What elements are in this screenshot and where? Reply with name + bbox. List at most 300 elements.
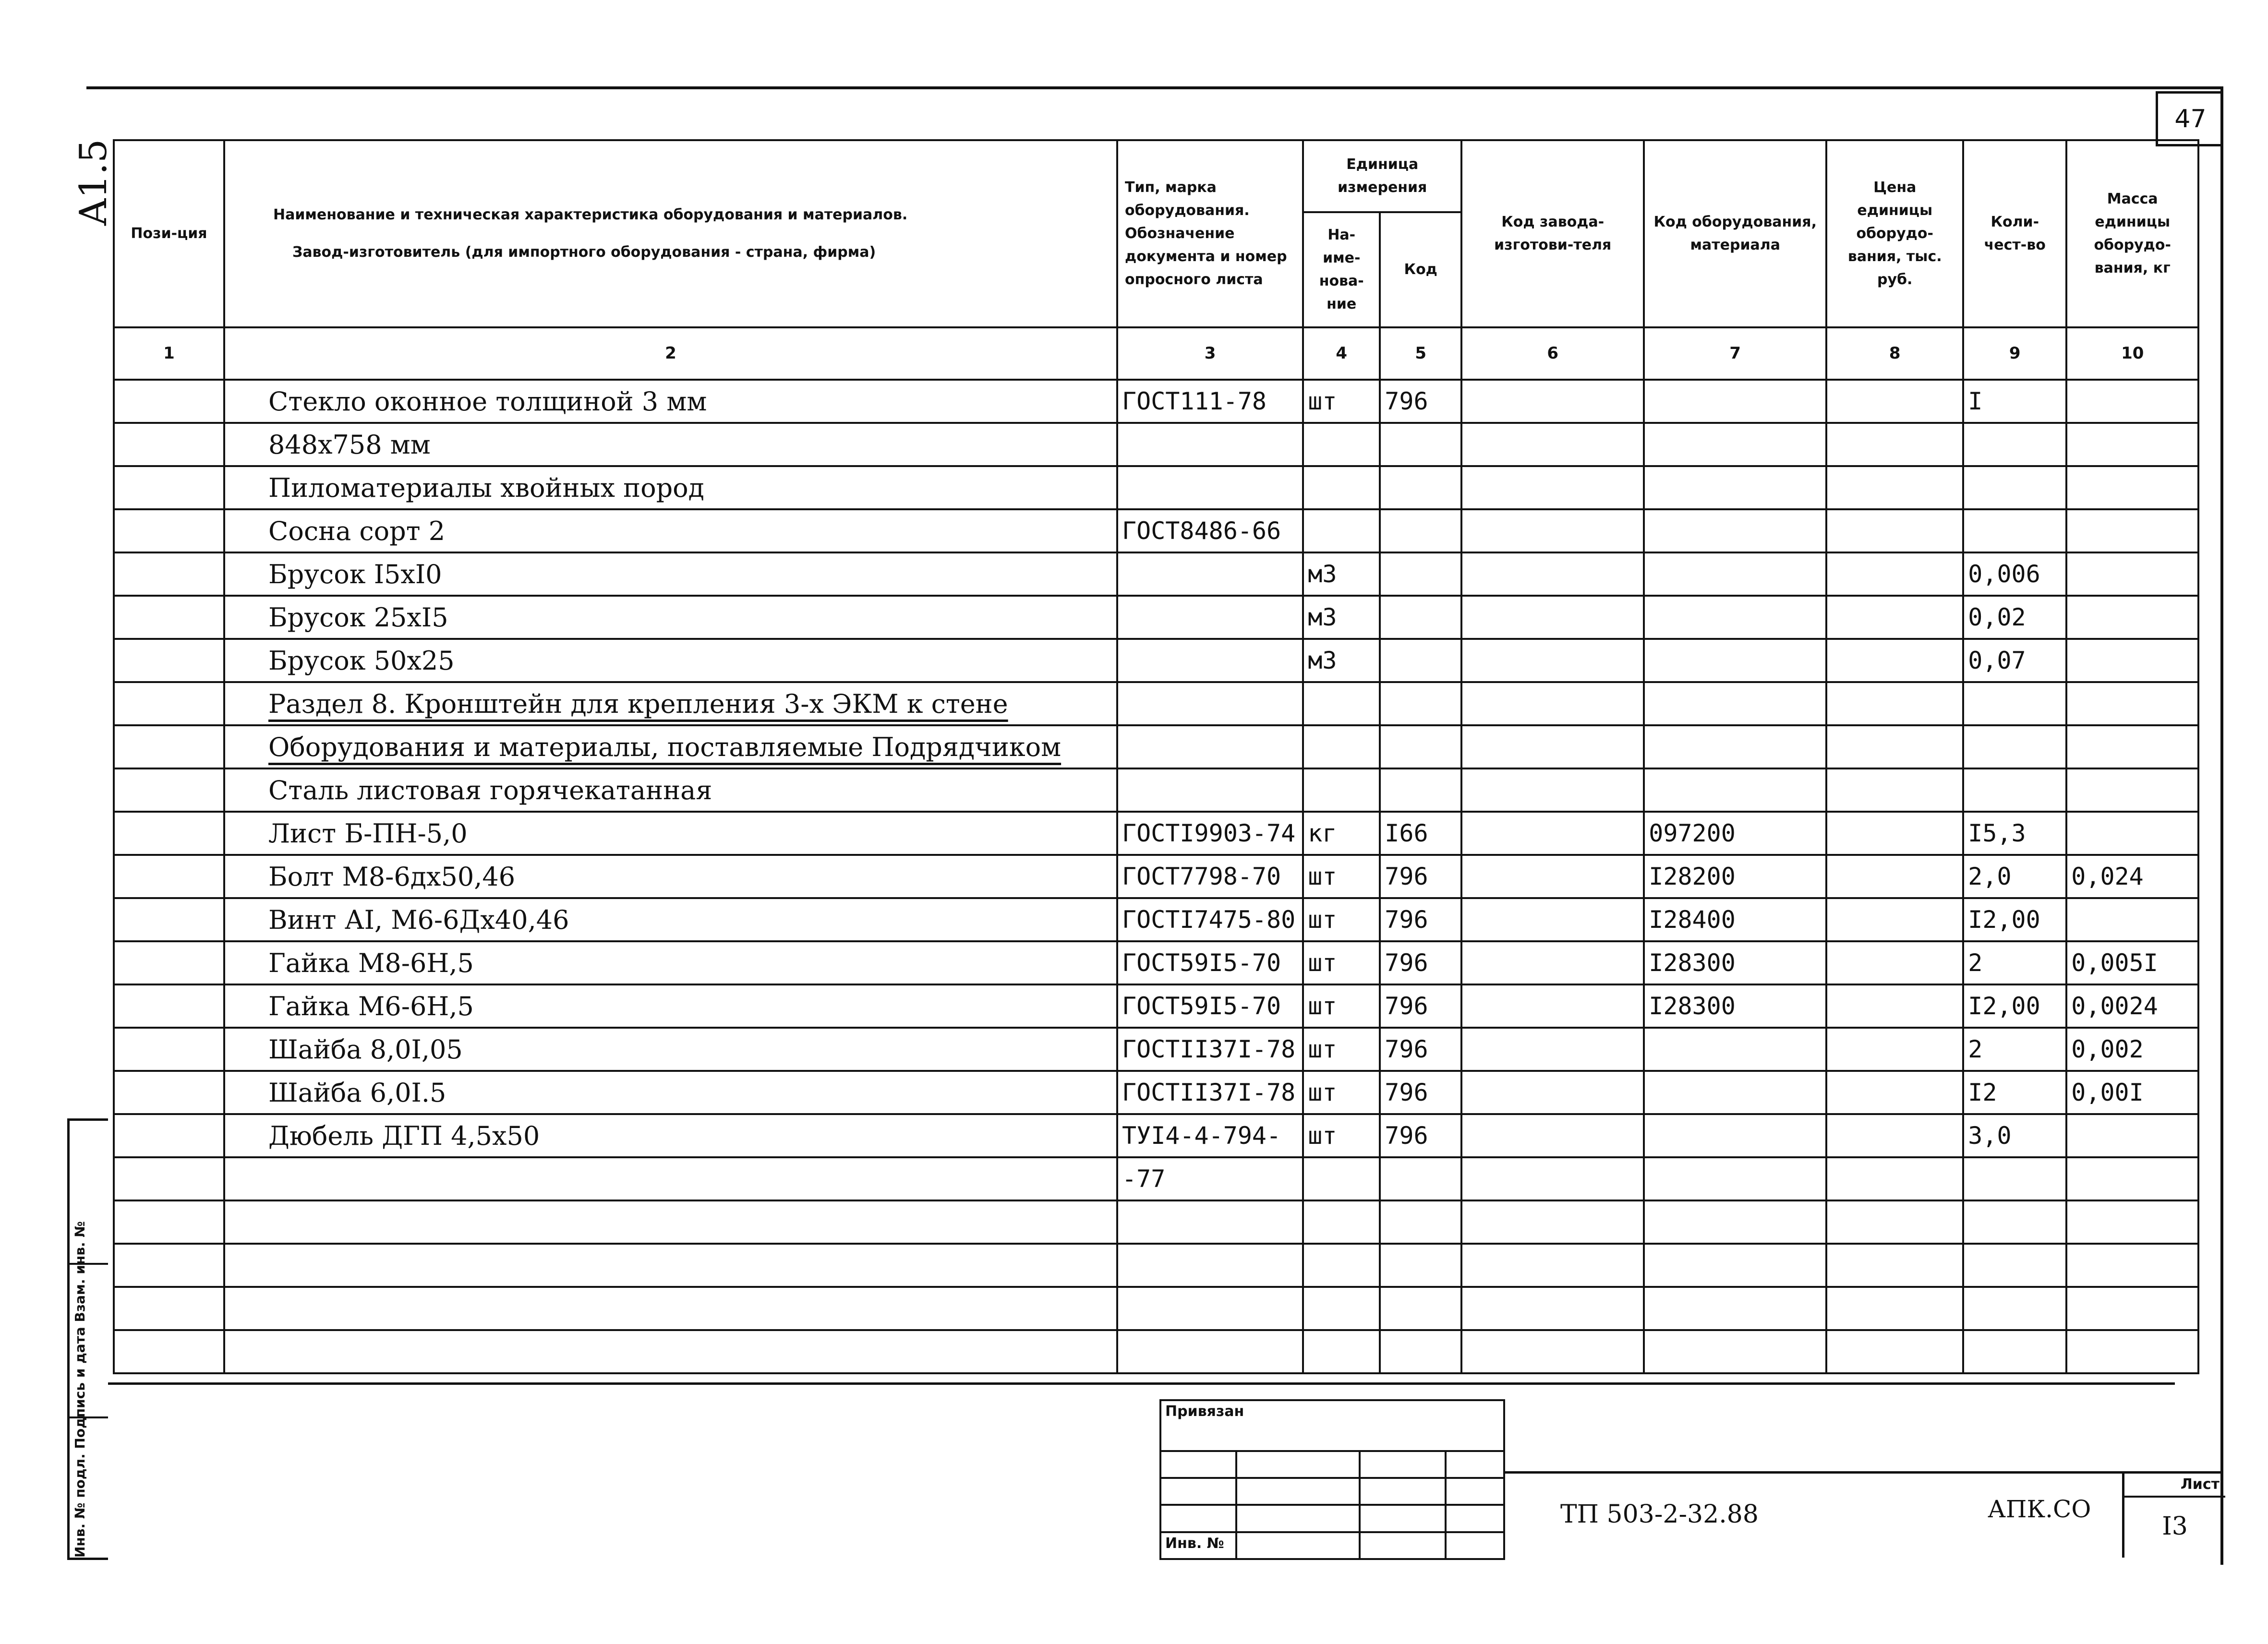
row-material-code [1644,466,1826,509]
row-mass [2066,552,2198,596]
row-price [1826,682,1963,725]
column-number: 1 [114,327,224,380]
table-row [114,682,2198,725]
row-factory-code [1461,552,1644,596]
row-material-code [1644,1244,1826,1287]
row-unit-code [1380,552,1461,596]
row-position [114,898,224,941]
row-name [224,941,1117,984]
row-position [114,682,224,725]
row-material-code [1644,682,1826,725]
row-factory-code [1461,1200,1644,1244]
row-price [1826,812,1963,855]
row-document [1117,1200,1303,1244]
sheet-number-box [2122,1471,2225,1558]
row-quantity: 2 [1963,1028,2066,1071]
row-material-code [1644,423,1826,466]
row-quantity: 0,006 [1963,552,2066,596]
row-mass: 0,024 [2066,855,2198,898]
page-number: 47 [2156,91,2223,146]
row-unit-name: шт [1303,1028,1380,1071]
header-price: Цена единицы оборудо-вания, тыс. руб. [1826,140,1963,327]
row-name [224,984,1117,1028]
row-document: ТУI4-4-794- [1117,1114,1303,1157]
row-document [1117,768,1303,812]
row-document: ГОСТII37I-78 [1117,1028,1303,1071]
row-unit-code [1380,682,1461,725]
sheet-label: A1.5 [72,139,115,226]
row-factory-code [1461,1244,1644,1287]
table-row [114,1071,2198,1114]
row-mass [2066,380,2198,423]
row-document: ГОСТ7798-70 [1117,855,1303,898]
row-material-code: 097200 [1644,812,1826,855]
row-price [1826,984,1963,1028]
row-material-code [1644,1200,1826,1244]
row-unit-name: шт [1303,1071,1380,1114]
row-material-code [1644,1114,1826,1157]
row-material-code [1644,768,1826,812]
header-name [224,140,1117,327]
row-unit-name [1303,1244,1380,1287]
row-unit-name: шт [1303,855,1380,898]
table-row [114,855,2198,898]
row-mass [2066,423,2198,466]
row-position [114,1157,224,1200]
row-quantity: I2,00 [1963,898,2066,941]
row-document: ГОСТ59I5-70 [1117,984,1303,1028]
row-name-text: Оборудования и материалы, поставляемые Подрядчиком [268,732,1062,762]
row-material-code [1644,552,1826,596]
row-name [224,423,1117,466]
row-name [224,682,1117,725]
row-factory-code [1461,423,1644,466]
right-border-line [2220,86,2223,1565]
row-quantity: 2 [1963,941,2066,984]
row-unit-code: 796 [1380,1028,1461,1071]
row-unit-code: 796 [1380,380,1461,423]
row-document: -77 [1117,1157,1303,1200]
row-unit-code [1380,725,1461,768]
top-border-line [86,86,2223,89]
header-unit-name: На-име-нова-ние [1303,212,1380,327]
row-price [1826,552,1963,596]
row-position [114,380,224,423]
row-name-text: Сосна сорт 2 [268,516,446,546]
row-price [1826,1028,1963,1071]
table-row [114,1200,2198,1244]
row-unit-code [1380,768,1461,812]
table-row [114,423,2198,466]
row-name [224,380,1117,423]
table-row [114,1114,2198,1157]
row-unit-code: 796 [1380,855,1461,898]
row-name [224,552,1117,596]
row-position [114,1287,224,1330]
row-unit-name [1303,768,1380,812]
row-material-code: I28400 [1644,898,1826,941]
row-name-text: 848х758 мм [268,429,431,460]
row-factory-code [1461,984,1644,1028]
row-price [1826,466,1963,509]
row-factory-code [1461,725,1644,768]
header-position: Пози-ция [114,140,224,327]
row-position [114,423,224,466]
row-mass [2066,1114,2198,1157]
table-row [114,552,2198,596]
column-number: 4 [1303,327,1380,380]
row-document [1117,596,1303,639]
row-unit-code: 796 [1380,1071,1461,1114]
row-mass [2066,1287,2198,1330]
row-unit-code [1380,1157,1461,1200]
row-price [1826,1287,1963,1330]
sheet-label-text: Лист [2124,1471,2225,1498]
title-block-divider [1505,1471,2220,1474]
row-quantity [1963,466,2066,509]
document-section: АПК.СО [1988,1495,2091,1523]
row-name [224,1157,1117,1200]
row-name [224,1330,1117,1373]
row-name-text: Дюбель ДГП 4,5х50 [268,1120,540,1151]
table-row [114,596,2198,639]
row-position [114,725,224,768]
row-mass [2066,1244,2198,1287]
row-name [224,1287,1117,1330]
row-quantity [1963,1330,2066,1373]
row-factory-code [1461,941,1644,984]
table-row [114,812,2198,855]
row-factory-code [1461,1028,1644,1071]
row-mass: 0,0024 [2066,984,2198,1028]
row-price [1826,509,1963,552]
row-price [1826,639,1963,682]
row-material-code [1644,1028,1826,1071]
row-unit-name: шт [1303,941,1380,984]
row-position [114,812,224,855]
row-unit-code: 796 [1380,941,1461,984]
row-unit-name [1303,1157,1380,1200]
row-unit-code [1380,466,1461,509]
row-position [114,1200,224,1244]
row-name-text: Гайка М8-6Н,5 [268,948,474,978]
row-material-code [1644,596,1826,639]
row-unit-name [1303,1287,1380,1330]
row-price [1826,855,1963,898]
header-name-line2: Завод-изготовитель (для импортного оборудования - страна, фирма) [292,244,876,261]
row-material-code [1644,639,1826,682]
row-material-code [1644,1287,1826,1330]
row-factory-code [1461,596,1644,639]
row-mass [2066,898,2198,941]
row-position [114,552,224,596]
row-factory-code [1461,768,1644,812]
row-position [114,466,224,509]
row-price [1826,380,1963,423]
row-quantity [1963,509,2066,552]
row-unit-code [1380,423,1461,466]
column-number: 7 [1644,327,1826,380]
attachment-table [1159,1399,1505,1560]
table-row [114,984,2198,1028]
row-mass [2066,682,2198,725]
row-material-code [1644,380,1826,423]
row-factory-code [1461,1071,1644,1114]
row-name [224,639,1117,682]
row-document: ГОСТ111-78 [1117,380,1303,423]
row-name [224,1028,1117,1071]
row-price [1826,1114,1963,1157]
column-number: 3 [1117,327,1303,380]
row-material-code: I28300 [1644,941,1826,984]
row-position [114,1114,224,1157]
header-quantity: Коли-чест-во [1963,140,2066,327]
table-row [114,1157,2198,1200]
column-number: 2 [224,327,1117,380]
attached-label: Привязан [1160,1400,1504,1451]
row-quantity: I [1963,380,2066,423]
row-price [1826,1157,1963,1200]
row-unit-name [1303,682,1380,725]
row-unit-name: м3 [1303,552,1380,596]
column-number: 6 [1461,327,1644,380]
row-factory-code [1461,682,1644,725]
row-document: ГОСТI7475-80 [1117,898,1303,941]
row-material-code: I28300 [1644,984,1826,1028]
table-row [114,639,2198,682]
row-document [1117,552,1303,596]
table-row [114,509,2198,552]
row-quantity [1963,1200,2066,1244]
table-row [114,466,2198,509]
column-number: 10 [2066,327,2198,380]
row-unit-name [1303,725,1380,768]
row-price [1826,1330,1963,1373]
row-quantity: 3,0 [1963,1114,2066,1157]
row-name [224,1200,1117,1244]
row-material-code [1644,509,1826,552]
row-unit-code [1380,1244,1461,1287]
row-name-text: Брусок I5хI0 [268,559,442,589]
row-document: ГОСТ59I5-70 [1117,941,1303,984]
column-numbers-row [114,327,2198,380]
row-mass: 0,005I [2066,941,2198,984]
row-name [224,466,1117,509]
row-material-code [1644,725,1826,768]
row-name-text: Брусок 25хI5 [268,602,448,633]
row-document: ГОСТI9903-74 [1117,812,1303,855]
row-unit-name: шт [1303,1114,1380,1157]
row-price [1826,898,1963,941]
row-document [1117,1330,1303,1373]
header-unit-group: Единица измерения [1303,140,1461,212]
row-position [114,1330,224,1373]
header-name-line1: Наименование и техническая характеристика оборудования и материалов. [273,206,908,223]
column-number: 5 [1380,327,1461,380]
row-quantity: I2 [1963,1071,2066,1114]
row-position [114,509,224,552]
row-unit-name [1303,1330,1380,1373]
row-name-text: Болт М8-6дх50,46 [268,861,516,892]
row-mass [2066,466,2198,509]
row-quantity [1963,768,2066,812]
row-quantity: 0,02 [1963,596,2066,639]
row-unit-code [1380,1200,1461,1244]
row-mass [2066,812,2198,855]
row-mass [2066,768,2198,812]
row-name [224,509,1117,552]
row-mass: 0,002 [2066,1028,2198,1071]
row-name-text: Шайба 6,0I.5 [268,1077,446,1108]
row-position [114,768,224,812]
table-row [114,1028,2198,1071]
row-factory-code [1461,380,1644,423]
row-quantity: 0,07 [1963,639,2066,682]
row-material-code [1644,1071,1826,1114]
row-price [1826,768,1963,812]
left-strip-text: Инв. № подл. Подпись и дата Взам. инв. № [72,1221,88,1558]
row-mass [2066,639,2198,682]
row-quantity [1963,1244,2066,1287]
row-name [224,1244,1117,1287]
row-factory-code [1461,1330,1644,1373]
row-unit-code [1380,1330,1461,1373]
row-name-text: Шайба 8,0I,05 [268,1034,463,1065]
row-unit-name: шт [1303,898,1380,941]
row-quantity: I2,00 [1963,984,2066,1028]
row-mass [2066,1330,2198,1373]
row-name [224,725,1117,768]
row-unit-name: шт [1303,984,1380,1028]
row-quantity [1963,682,2066,725]
row-document: ГОСТII37I-78 [1117,1071,1303,1114]
row-quantity: 2,0 [1963,855,2066,898]
row-document [1117,1287,1303,1330]
row-mass [2066,596,2198,639]
row-unit-name: м3 [1303,639,1380,682]
row-material-code: I28200 [1644,855,1826,898]
row-unit-code: 796 [1380,898,1461,941]
row-document [1117,682,1303,725]
row-name-text: Пиломатериалы хвойных пород [268,472,704,503]
header-material-code: Код оборудования, материала [1644,140,1826,327]
row-factory-code [1461,1157,1644,1200]
row-unit-name [1303,423,1380,466]
row-document [1117,423,1303,466]
table-row [114,380,2198,423]
row-name-text: Сталь листовая горячекатанная [268,775,712,805]
row-name-text: Винт АI, М6-6Дх40,46 [268,904,569,935]
row-price [1826,941,1963,984]
row-name [224,898,1117,941]
row-name [224,812,1117,855]
row-factory-code [1461,639,1644,682]
row-document [1117,639,1303,682]
row-name-text: Стекло оконное толщиной 3 мм [268,386,707,417]
row-factory-code [1461,855,1644,898]
row-unit-code: 796 [1380,984,1461,1028]
row-name-text: Лист Б-ПН-5,0 [268,818,468,849]
row-quantity [1963,1287,2066,1330]
row-mass [2066,1157,2198,1200]
row-position [114,1071,224,1114]
row-position [114,1244,224,1287]
row-unit-code [1380,509,1461,552]
row-mass [2066,1200,2198,1244]
row-name-text: Брусок 50х25 [268,645,455,676]
header-type-doc: Тип, марка оборудования. Обозначение документа и номер опросного листа [1117,140,1303,327]
row-price [1826,596,1963,639]
row-factory-code [1461,1287,1644,1330]
attachment-box [1159,1399,1505,1560]
row-unit-code [1380,1287,1461,1330]
column-number: 9 [1963,327,2066,380]
sheet-number: I3 [2162,1512,2188,1541]
row-price [1826,725,1963,768]
table-row [114,1330,2198,1373]
row-mass: 0,00I [2066,1071,2198,1114]
row-unit-code: I66 [1380,812,1461,855]
row-factory-code [1461,466,1644,509]
row-material-code [1644,1157,1826,1200]
row-position [114,984,224,1028]
table-row [114,1287,2198,1330]
row-material-code [1644,1330,1826,1373]
row-factory-code [1461,509,1644,552]
row-position [114,1028,224,1071]
row-unit-name: кг [1303,812,1380,855]
header-unit-code: Код [1380,212,1461,327]
row-quantity: I5,3 [1963,812,2066,855]
inv-no-label: Инв. № [1160,1532,1236,1559]
row-name [224,855,1117,898]
row-price [1826,1244,1963,1287]
row-name-text: Раздел 8. Кронштейн для крепления 3-х ЭКМ к стене [268,688,1008,719]
row-name [224,768,1117,812]
row-mass [2066,509,2198,552]
row-unit-name [1303,509,1380,552]
row-price [1826,1200,1963,1244]
row-quantity [1963,725,2066,768]
row-name [224,1114,1117,1157]
row-position [114,855,224,898]
table-row [114,768,2198,812]
table-row [114,1244,2198,1287]
row-name [224,1071,1117,1114]
row-factory-code [1461,812,1644,855]
table-row [114,941,2198,984]
document-code: ТП 503-2-32.88 [1560,1500,1759,1529]
row-unit-name [1303,466,1380,509]
row-name-text: Гайка М6-6Н,5 [268,991,474,1021]
table-row [114,898,2198,941]
header-factory-code: Код завода-изготови-теля [1461,140,1644,327]
row-mass [2066,725,2198,768]
row-name [224,596,1117,639]
row-unit-name: м3 [1303,596,1380,639]
row-document [1117,725,1303,768]
row-unit-code [1380,639,1461,682]
row-factory-code [1461,898,1644,941]
row-unit-name [1303,1200,1380,1244]
row-quantity [1963,1157,2066,1200]
row-position [114,941,224,984]
row-unit-name: шт [1303,380,1380,423]
row-position [114,639,224,682]
row-price [1826,423,1963,466]
row-price [1826,1071,1963,1114]
row-quantity [1963,423,2066,466]
